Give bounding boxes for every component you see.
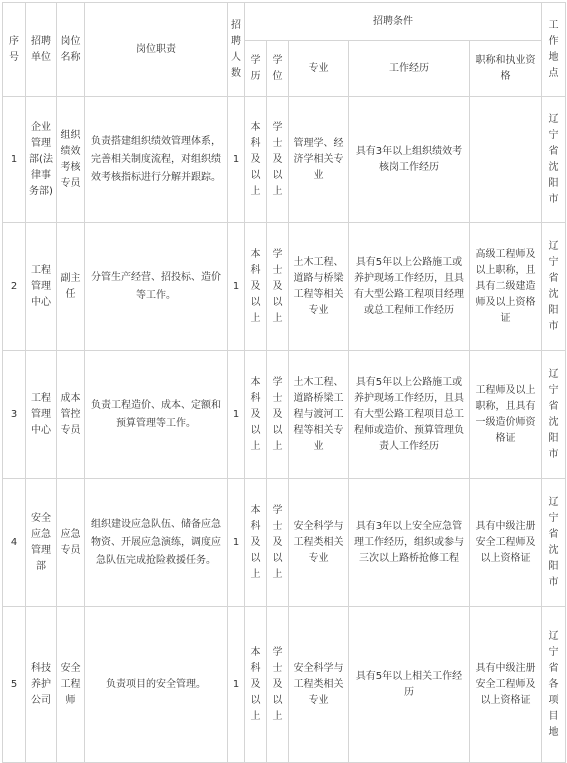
cell-position: 成本管控专员 <box>57 351 85 479</box>
cell-seq: 3 <box>3 351 26 479</box>
cell-education: 本科及以上 <box>245 223 267 351</box>
cell-location: 辽宁省沈阳市 <box>542 351 566 479</box>
header-conditions: 招聘条件 <box>245 3 542 41</box>
header-seq: 序号 <box>3 3 26 97</box>
cell-duty: 负责搭建组织绩效管理体系，完善相关制度流程，对组织绩效考核指标进行分解并跟踪。 <box>85 97 228 223</box>
cell-degree: 学士及以上 <box>267 479 289 607</box>
cell-count: 1 <box>228 223 245 351</box>
cell-location: 辽宁省沈阳市 <box>542 97 566 223</box>
cell-experience: 具有5年以上公路施工或养护现场工作经历，且具有大型公路工程项目总工程师或造价、预算管理负责人工作经历 <box>349 351 470 479</box>
cell-seq: 2 <box>3 223 26 351</box>
cell-education: 本科及以上 <box>245 607 267 763</box>
header-major: 专业 <box>289 41 349 97</box>
header-title-cert: 职称和执业资格 <box>470 41 542 97</box>
cell-duty: 负责工程造价、成本、定额和预算管理等工作。 <box>85 351 228 479</box>
header-unit: 招聘单位 <box>26 3 57 97</box>
cell-experience: 具有5年以上公路施工或养护现场工作经历，且具有大型公路工程项目经理或总工程师工作经历 <box>349 223 470 351</box>
cell-unit: 工程管理中心 <box>26 351 57 479</box>
cell-seq: 5 <box>3 607 26 763</box>
cell-title-cert: 具有中级注册安全工程师及以上资格证 <box>470 607 542 763</box>
cell-major: 安全科学与工程类相关专业 <box>289 479 349 607</box>
cell-major: 土木工程、道路与桥梁工程等相关专业 <box>289 223 349 351</box>
cell-location: 辽宁省沈阳市 <box>542 223 566 351</box>
header-count: 招聘人数 <box>228 3 245 97</box>
header-location: 工作地点 <box>542 3 566 97</box>
header-experience: 工作经历 <box>349 41 470 97</box>
header-duty: 岗位职责 <box>85 3 228 97</box>
header-row-1 <box>3 3 566 41</box>
cell-count: 1 <box>228 97 245 223</box>
table-row <box>3 607 566 763</box>
cell-seq: 1 <box>3 97 26 223</box>
cell-title-cert: 具有中级注册安全工程师及以上资格证 <box>470 479 542 607</box>
cell-experience: 具有3年以上组织绩效考核岗工作经历 <box>349 97 470 223</box>
cell-position: 安全工程师 <box>57 607 85 763</box>
cell-unit: 安全应急管理部 <box>26 479 57 607</box>
cell-duty: 分管生产经营、招投标、造价等工作。 <box>85 223 228 351</box>
cell-title-cert: 工程师及以上职称，且具有一级造价师资格证 <box>470 351 542 479</box>
cell-major: 安全科学与工程类相关专业 <box>289 607 349 763</box>
header-degree: 学位 <box>267 41 289 97</box>
cell-title-cert: 高级工程师及以上职称，且具有二级建造师及以上资格证 <box>470 223 542 351</box>
cell-major: 土木工程、道路桥梁工程与渡河工程等相关专业 <box>289 351 349 479</box>
cell-unit: 企业管理部(法律事务部) <box>26 97 57 223</box>
cell-seq: 4 <box>3 479 26 607</box>
cell-count: 1 <box>228 351 245 479</box>
cell-unit: 科技养护公司 <box>26 607 57 763</box>
header-position: 岗位名称 <box>57 3 85 97</box>
cell-education: 本科及以上 <box>245 351 267 479</box>
cell-education: 本科及以上 <box>245 97 267 223</box>
cell-degree: 学士及以上 <box>267 97 289 223</box>
table-row <box>3 479 566 607</box>
cell-degree: 学士及以上 <box>267 607 289 763</box>
cell-position: 组织绩效考核专员 <box>57 97 85 223</box>
header-education: 学历 <box>245 41 267 97</box>
cell-degree: 学士及以上 <box>267 223 289 351</box>
cell-unit: 工程管理中心 <box>26 223 57 351</box>
cell-count: 1 <box>228 607 245 763</box>
table-row <box>3 223 566 351</box>
cell-experience: 具有5年以上相关工作经历 <box>349 607 470 763</box>
cell-location: 辽宁省沈阳市 <box>542 479 566 607</box>
cell-position: 应急专员 <box>57 479 85 607</box>
cell-title-cert <box>470 97 542 223</box>
cell-location: 辽宁省各项目地 <box>542 607 566 763</box>
table-row <box>3 351 566 479</box>
cell-duty: 组织建设应急队伍、储备应急物资、开展应急演练，调度应急队伍完成抢险救援任务。 <box>85 479 228 607</box>
cell-experience: 具有3年以上安全应急管理工作经历，组织或参与三次以上路桥抢修工程 <box>349 479 470 607</box>
cell-duty: 负责项目的安全管理。 <box>85 607 228 763</box>
table-row <box>3 97 566 223</box>
cell-position: 副主任 <box>57 223 85 351</box>
cell-education: 本科及以上 <box>245 479 267 607</box>
cell-count: 1 <box>228 479 245 607</box>
cell-major: 管理学、经济学相关专业 <box>289 97 349 223</box>
cell-degree: 学士及以上 <box>267 351 289 479</box>
recruitment-table <box>2 2 566 763</box>
